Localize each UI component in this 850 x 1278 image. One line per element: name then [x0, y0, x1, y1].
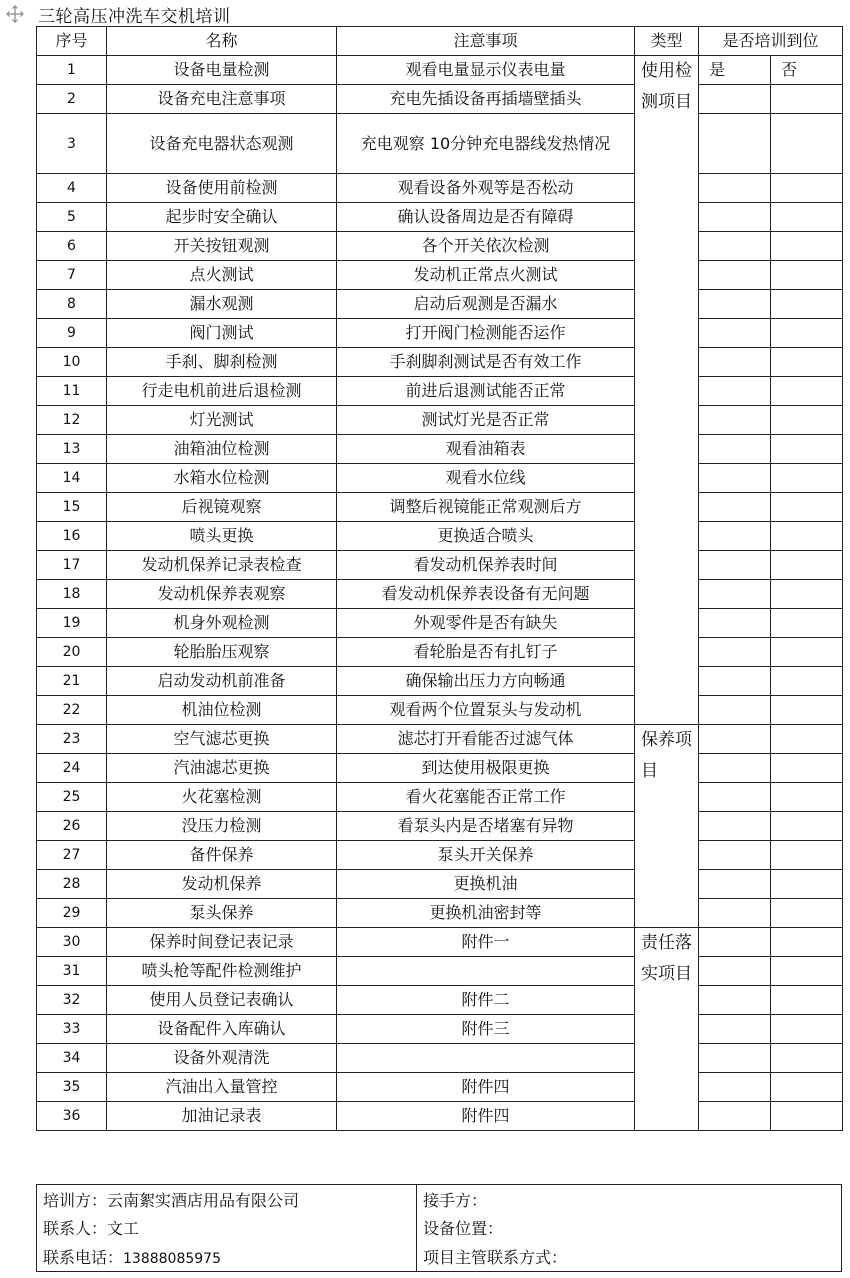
trained-yes-cell [699, 986, 771, 1015]
title-bar [6, 2, 231, 26]
table-row [37, 696, 843, 725]
trained-no-cell [771, 261, 843, 290]
trained-no-cell [771, 406, 843, 435]
table-row [37, 638, 843, 667]
footer-left [37, 1185, 417, 1271]
row-note: 观看油箱表 [337, 435, 635, 464]
row-note: 外观零件是否有缺失 [337, 609, 635, 638]
row-number: 2 [37, 85, 107, 114]
row-number: 6 [37, 232, 107, 261]
row-name: 设备使用前检测 [107, 174, 337, 203]
row-name: 泵头保养 [107, 899, 337, 928]
trained-no-cell [771, 1044, 843, 1073]
row-number: 18 [37, 580, 107, 609]
table-row [37, 580, 843, 609]
trained-no-cell [771, 174, 843, 203]
trained-no-cell [771, 435, 843, 464]
table-row [37, 319, 843, 348]
location-line: 设备位置： [423, 1219, 504, 1239]
row-name: 加油记录表 [107, 1102, 337, 1131]
trained-yes-cell [699, 348, 771, 377]
trained-yes-cell [699, 1102, 771, 1131]
row-name: 灯光测试 [107, 406, 337, 435]
row-name: 设备充电器状态观测 [107, 114, 337, 174]
table-row [37, 1015, 843, 1044]
row-note: 发动机正常点火测试 [337, 261, 635, 290]
table-row [37, 174, 843, 203]
row-note: 附件四 [337, 1073, 635, 1102]
trained-yes-cell [699, 870, 771, 899]
row-name: 漏水观测 [107, 290, 337, 319]
row-number: 23 [37, 725, 107, 754]
header-notes: 注意事项 [337, 27, 635, 56]
row-number: 34 [37, 1044, 107, 1073]
row-name: 使用人员登记表确认 [107, 986, 337, 1015]
trained-no-cell [771, 638, 843, 667]
trained-yes-cell [699, 812, 771, 841]
trained-yes: 是 [699, 56, 771, 85]
trained-no-cell [771, 841, 843, 870]
table-row [37, 232, 843, 261]
type-cell-use: 使用检测项目 [635, 56, 699, 725]
row-name: 行走电机前进后退检测 [107, 377, 337, 406]
table-row [37, 754, 843, 783]
trained-yes-cell [699, 551, 771, 580]
row-number: 27 [37, 841, 107, 870]
trained-no-cell [771, 114, 843, 174]
row-name: 设备充电注意事项 [107, 85, 337, 114]
row-name: 设备电量检测 [107, 56, 337, 85]
row-number: 13 [37, 435, 107, 464]
row-number: 33 [37, 1015, 107, 1044]
row-name: 水箱水位检测 [107, 464, 337, 493]
trainer-line: 培训方：云南絮实酒店用品有限公司 [43, 1190, 300, 1210]
trained-no-cell [771, 203, 843, 232]
table-row [37, 522, 843, 551]
row-name: 发动机保养记录表检查 [107, 551, 337, 580]
table-row [37, 464, 843, 493]
trained-yes-cell [699, 261, 771, 290]
row-number: 26 [37, 812, 107, 841]
type-cell-resp: 责任落实项目 [635, 928, 699, 1131]
row-note: 看发动机保养表时间 [337, 551, 635, 580]
trained-yes-cell [699, 406, 771, 435]
row-name: 设备配件入库确认 [107, 1015, 337, 1044]
trained-yes-cell [699, 609, 771, 638]
trained-no-cell [771, 899, 843, 928]
row-name: 汽油滤芯更换 [107, 754, 337, 783]
trained-no-cell [771, 1102, 843, 1131]
trained-yes-cell [699, 232, 771, 261]
row-name: 阀门测试 [107, 319, 337, 348]
header-trained: 是否培训到位 [699, 27, 843, 56]
phone-number: 13888085975 [123, 1251, 221, 1268]
footer [36, 1184, 842, 1272]
trained-yes-cell [699, 290, 771, 319]
table-row [37, 493, 843, 522]
row-note: 更换机油 [337, 870, 635, 899]
trained-no-cell [771, 754, 843, 783]
row-note: 到达使用极限更换 [337, 754, 635, 783]
header-name: 名称 [107, 27, 337, 56]
row-name: 启动发动机前准备 [107, 667, 337, 696]
trained-yes-cell [699, 522, 771, 551]
trained-no-cell [771, 377, 843, 406]
trained-yes-cell [699, 783, 771, 812]
table-row [37, 783, 843, 812]
trained-yes-cell [699, 174, 771, 203]
trained-no-cell [771, 551, 843, 580]
row-note: 观看电量显示仪表电量 [337, 56, 635, 85]
trained-no-cell [771, 522, 843, 551]
row-note: 测试灯光是否正常 [337, 406, 635, 435]
row-name: 火花塞检测 [107, 783, 337, 812]
row-note: 观看两个位置泵头与发动机 [337, 696, 635, 725]
document-title: 三轮高压冲洗车交机培训 [38, 6, 231, 27]
trained-no-cell [771, 928, 843, 957]
row-number: 28 [37, 870, 107, 899]
row-note: 各个开关依次检测 [337, 232, 635, 261]
row-name: 后视镜观察 [107, 493, 337, 522]
row-name: 机身外观检测 [107, 609, 337, 638]
row-note: 附件三 [337, 1015, 635, 1044]
row-number: 4 [37, 174, 107, 203]
row-number: 9 [37, 319, 107, 348]
row-name: 保养时间登记表记录 [107, 928, 337, 957]
trained-yes-cell [699, 957, 771, 986]
row-number: 3 [37, 114, 107, 174]
row-note: 看轮胎是否有扎钉子 [337, 638, 635, 667]
row-number: 14 [37, 464, 107, 493]
row-number: 12 [37, 406, 107, 435]
row-name: 起步时安全确认 [107, 203, 337, 232]
row-note: 滤芯打开看能否过滤气体 [337, 725, 635, 754]
row-number: 5 [37, 203, 107, 232]
trained-yes-cell [699, 696, 771, 725]
row-number: 15 [37, 493, 107, 522]
row-number: 32 [37, 986, 107, 1015]
row-name: 轮胎胎压观察 [107, 638, 337, 667]
row-number: 30 [37, 928, 107, 957]
type-cell-maint: 保养项目 [635, 725, 699, 928]
row-note: 附件四 [337, 1102, 635, 1131]
trained-no-cell [771, 580, 843, 609]
trained-yes-cell [699, 667, 771, 696]
trained-yes-cell [699, 435, 771, 464]
table-row [37, 85, 843, 114]
trained-no-cell [771, 319, 843, 348]
trained-no-cell [771, 1073, 843, 1102]
training-table [36, 26, 843, 1131]
trained-no-cell [771, 609, 843, 638]
trained-no-cell [771, 957, 843, 986]
footer-right [417, 1185, 841, 1271]
trained-no-cell [771, 667, 843, 696]
table-row [37, 114, 843, 174]
row-note: 更换机油密封等 [337, 899, 635, 928]
table-row [37, 957, 843, 986]
row-name: 机油位检测 [107, 696, 337, 725]
row-name: 空气滤芯更换 [107, 725, 337, 754]
row-name: 喷头更换 [107, 522, 337, 551]
row-name: 开关按钮观测 [107, 232, 337, 261]
manager-contact-line: 项目主管联系方式： [423, 1248, 568, 1268]
row-name: 汽油出入量管控 [107, 1073, 337, 1102]
row-note: 确认设备周边是否有障碍 [337, 203, 635, 232]
phone-label: 联系电话： [43, 1248, 124, 1268]
trained-no: 否 [771, 56, 843, 85]
trained-no-cell [771, 1015, 843, 1044]
row-name: 发动机保养表观察 [107, 580, 337, 609]
table-row [37, 1102, 843, 1131]
trained-yes-cell [699, 725, 771, 754]
row-note: 手刹脚刹测试是否有效工作 [337, 348, 635, 377]
row-number: 35 [37, 1073, 107, 1102]
trained-no-cell [771, 232, 843, 261]
row-number: 25 [37, 783, 107, 812]
table-row [37, 203, 843, 232]
phone-line [43, 1245, 410, 1268]
row-note [337, 1044, 635, 1073]
move-handle-icon[interactable] [6, 5, 24, 23]
contact-line: 联系人：文工 [43, 1219, 140, 1239]
trained-yes-cell [699, 580, 771, 609]
row-number: 20 [37, 638, 107, 667]
trained-yes-cell [699, 85, 771, 114]
row-note: 观看水位线 [337, 464, 635, 493]
row-name: 发动机保养 [107, 870, 337, 899]
row-note: 观看设备外观等是否松动 [337, 174, 635, 203]
row-note: 调整后视镜能正常观测后方 [337, 493, 635, 522]
row-note: 泵头开关保养 [337, 841, 635, 870]
row-name: 点火测试 [107, 261, 337, 290]
row-number: 29 [37, 899, 107, 928]
table-row [37, 406, 843, 435]
header-type: 类型 [635, 27, 699, 56]
row-note: 附件一 [337, 928, 635, 957]
table-row [37, 899, 843, 928]
trained-yes-cell [699, 638, 771, 667]
trained-yes-cell [699, 493, 771, 522]
row-number: 16 [37, 522, 107, 551]
row-note: 看泵头内是否堵塞有异物 [337, 812, 635, 841]
row-number: 8 [37, 290, 107, 319]
trained-no-cell [771, 870, 843, 899]
row-number: 1 [37, 56, 107, 85]
trained-yes-cell [699, 319, 771, 348]
trained-no-cell [771, 290, 843, 319]
row-number: 17 [37, 551, 107, 580]
row-note: 看火花塞能否正常工作 [337, 783, 635, 812]
trained-yes-cell [699, 464, 771, 493]
trained-yes-cell [699, 928, 771, 957]
row-note: 打开阀门检测能否运作 [337, 319, 635, 348]
header-no: 序号 [37, 27, 107, 56]
trained-yes-cell [699, 1044, 771, 1073]
table-row [37, 435, 843, 464]
row-name: 油箱油位检测 [107, 435, 337, 464]
trained-yes-cell [699, 899, 771, 928]
row-name: 喷头枪等配件检测维护 [107, 957, 337, 986]
row-number: 10 [37, 348, 107, 377]
trained-no-cell [771, 493, 843, 522]
table-row [37, 812, 843, 841]
trained-yes-cell [699, 203, 771, 232]
table-row [37, 551, 843, 580]
table-row [37, 725, 843, 754]
trained-no-cell [771, 348, 843, 377]
trained-yes-cell [699, 114, 771, 174]
row-name: 设备外观清洗 [107, 1044, 337, 1073]
table-row [37, 348, 843, 377]
table-row [37, 377, 843, 406]
trained-no-cell [771, 464, 843, 493]
table-row [37, 667, 843, 696]
row-number: 7 [37, 261, 107, 290]
row-number: 24 [37, 754, 107, 783]
table-row [37, 928, 843, 957]
row-name: 没压力检测 [107, 812, 337, 841]
row-number: 31 [37, 957, 107, 986]
table-row [37, 1044, 843, 1073]
row-note: 看发动机保养表设备有无问题 [337, 580, 635, 609]
row-name: 手刹、脚刹检测 [107, 348, 337, 377]
table-row [37, 609, 843, 638]
table-row [37, 56, 843, 85]
row-note: 更换适合喷头 [337, 522, 635, 551]
table-body [37, 56, 843, 1131]
row-number: 21 [37, 667, 107, 696]
trained-no-cell [771, 783, 843, 812]
row-number: 36 [37, 1102, 107, 1131]
row-note: 启动后观测是否漏水 [337, 290, 635, 319]
trained-yes-cell [699, 754, 771, 783]
trained-yes-cell [699, 841, 771, 870]
row-number: 22 [37, 696, 107, 725]
row-note: 附件二 [337, 986, 635, 1015]
trained-yes-cell [699, 377, 771, 406]
row-note: 充电观察 10分钟充电器线发热情况 [337, 114, 635, 174]
row-note: 确保输出压力方向畅通 [337, 667, 635, 696]
trained-yes-cell [699, 1073, 771, 1102]
table-row [37, 290, 843, 319]
table-row [37, 841, 843, 870]
receiver-line: 接手方： [423, 1190, 488, 1210]
row-number: 11 [37, 377, 107, 406]
trained-yes-cell [699, 1015, 771, 1044]
row-name: 备件保养 [107, 841, 337, 870]
row-note: 前进后退测试能否正常 [337, 377, 635, 406]
trained-no-cell [771, 812, 843, 841]
trained-no-cell [771, 85, 843, 114]
table-row [37, 870, 843, 899]
table-row [37, 986, 843, 1015]
table-row [37, 261, 843, 290]
table-row [37, 1073, 843, 1102]
row-note [337, 957, 635, 986]
trained-no-cell [771, 696, 843, 725]
row-note: 充电先插设备再插墙壁插头 [337, 85, 635, 114]
trained-no-cell [771, 725, 843, 754]
trained-no-cell [771, 986, 843, 1015]
row-number: 19 [37, 609, 107, 638]
